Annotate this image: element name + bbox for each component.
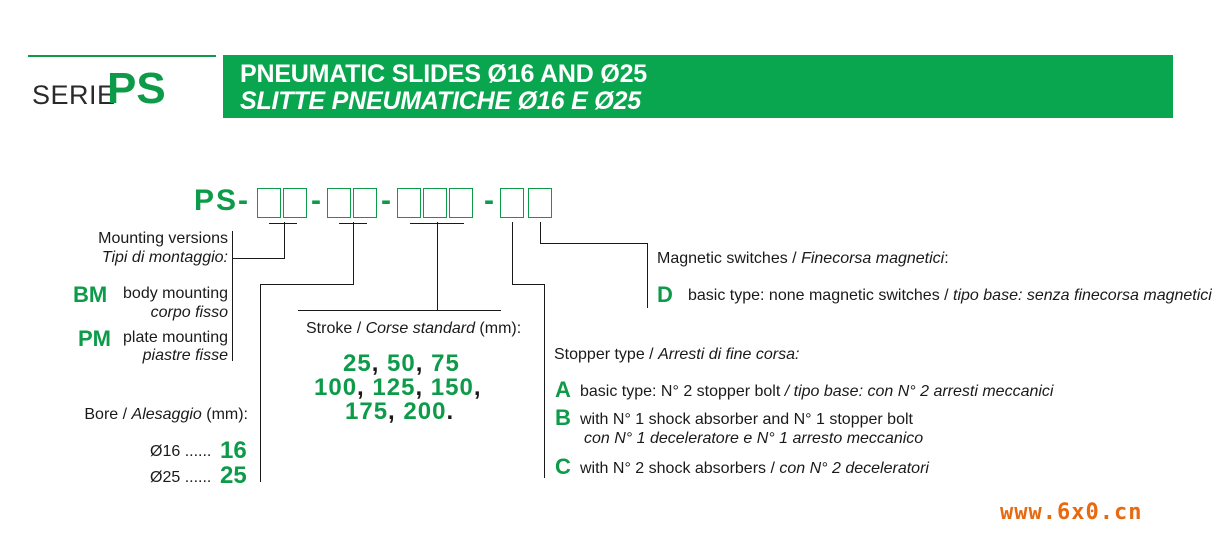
code-separator: - — [311, 184, 321, 217]
connector-line — [540, 243, 648, 244]
connector-line — [298, 310, 501, 311]
magnetic-label: Magnetic switches / Finecorsa magnetici: — [657, 250, 949, 267]
serie-label: SERIE — [32, 80, 116, 110]
header-rule — [28, 55, 216, 57]
connector-line — [232, 231, 233, 361]
connector-line — [544, 284, 545, 478]
mounting-option-en: body mounting — [123, 285, 228, 302]
watermark: www.6x0.cn — [1000, 500, 1143, 525]
mounting-code-bm: BM — [73, 282, 108, 307]
mounting-option-it: corpo fisso — [150, 304, 228, 321]
connector-line — [512, 222, 513, 285]
title-italian: SLITTE PNEUMATICHE Ø16 E Ø25 — [240, 87, 641, 115]
connector-line — [540, 222, 541, 244]
stopper-option-a: basic type: N° 2 stopper bolt / tipo base: con N° 2 arresti meccanici — [580, 383, 1054, 400]
mounting-label-en: Mounting versions — [98, 230, 228, 247]
stopper-option-b-en: with N° 1 shock absorber and N° 1 stopper bolt — [580, 411, 913, 428]
connector-line — [232, 258, 285, 259]
magnetic-option-d: basic type: none magnetic switches / tipo base: senza finecorsa magnetici — [688, 287, 1212, 304]
mounting-option-en: plate mounting — [123, 329, 228, 346]
connector-line — [269, 223, 297, 224]
connector-line — [260, 284, 354, 285]
stopper-code-a: A — [555, 377, 571, 402]
code-box-stroke-3 — [449, 188, 473, 218]
connector-line — [260, 284, 261, 482]
connector-line — [353, 222, 354, 285]
stopper-code-b: B — [555, 405, 571, 430]
stroke-label: Stroke / Corse standard (mm): — [306, 320, 522, 337]
bore-code: 16 — [220, 437, 247, 464]
magnetic-code-d: D — [657, 282, 673, 307]
code-box-bore-2 — [353, 188, 377, 218]
bore-label: Bore / Alesaggio (mm): — [84, 406, 248, 423]
stopper-code-c: C — [555, 454, 571, 479]
bore-option-name: Ø16 ...... — [150, 443, 212, 460]
serie-code: PS — [107, 64, 166, 113]
title-english: PNEUMATIC SLIDES Ø16 AND Ø25 — [240, 60, 647, 88]
code-separator: - — [381, 184, 391, 217]
stopper-option-c: with N° 2 shock absorbers / con N° 2 deceleratori — [580, 460, 929, 477]
connector-line — [284, 222, 285, 259]
bore-code: 25 — [220, 462, 247, 489]
stroke-values-row: 100, 125, 150, — [314, 374, 482, 401]
connector-line — [512, 284, 545, 285]
stopper-label: Stopper type / Arresti di fine corsa: — [554, 346, 800, 363]
code-box-mounting-2 — [283, 188, 307, 218]
mounting-code-pm: PM — [78, 326, 111, 351]
code-separator: - — [484, 184, 494, 217]
code-box-mounting-1 — [257, 188, 281, 218]
code-box-stroke-1 — [397, 188, 421, 218]
code-box-stopper — [500, 188, 524, 218]
connector-line — [647, 243, 648, 308]
bore-option-name: Ø25 ...... — [150, 469, 212, 486]
order-code-prefix: PS- — [194, 184, 251, 217]
stroke-values-row: 175, 200. — [345, 398, 455, 425]
connector-line — [437, 222, 438, 310]
code-box-bore-1 — [327, 188, 351, 218]
stroke-values-row: 25, 50, 75 — [343, 350, 460, 377]
code-box-stroke-2 — [423, 188, 447, 218]
code-box-magnetic — [528, 188, 552, 218]
mounting-option-it: piastre fisse — [142, 347, 228, 364]
stopper-option-b-it: con N° 1 deceleratore e N° 1 arresto meccanico — [584, 430, 924, 447]
mounting-label-it: Tipi di montaggio: — [101, 249, 228, 266]
